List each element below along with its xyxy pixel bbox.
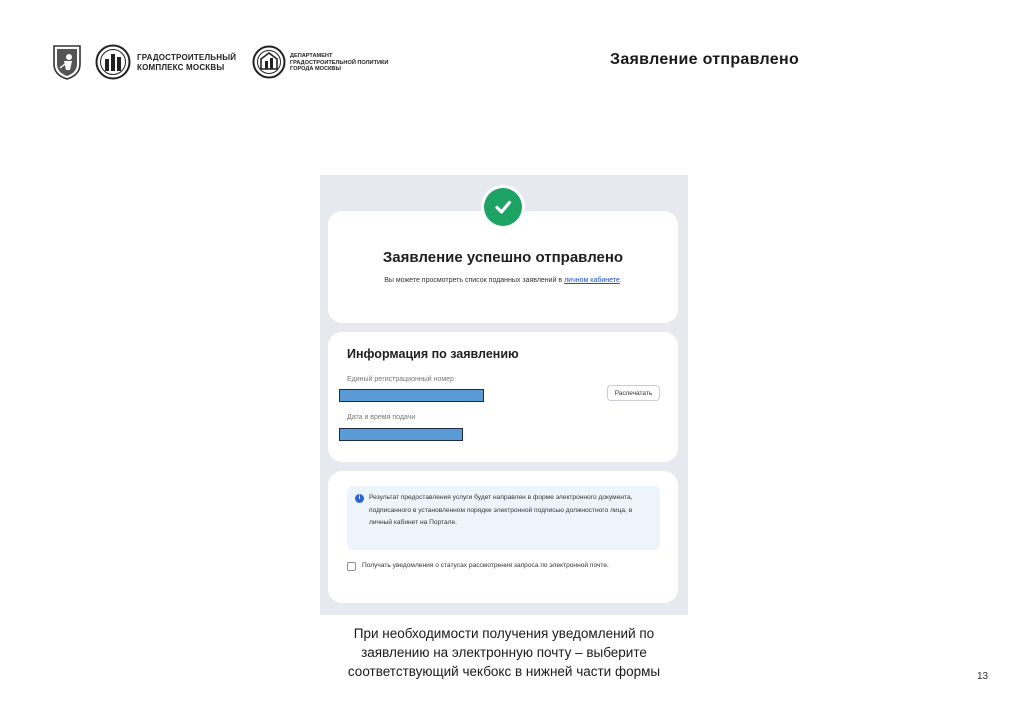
page-number: 13	[977, 671, 989, 682]
submission-date-value-redacted	[339, 428, 463, 441]
logo-dep-text: ДЕПАРТАМЕНТ ГРАДОСТРОИТЕЛЬНОЙ ПОЛИТИКИ ГОРОДА МОСКВЫ	[290, 53, 389, 73]
result-notice	[347, 486, 660, 550]
reg-number-label: Единый регистрационный номер	[347, 376, 454, 383]
notification-card	[328, 471, 678, 603]
success-title: Заявление успешно отправлено	[382, 249, 624, 266]
reg-number-value-redacted	[339, 389, 484, 402]
success-badge	[481, 185, 525, 229]
info-icon: i	[355, 494, 364, 503]
checkmark-icon	[492, 196, 514, 218]
email-notification-label[interactable]: Получать уведомления о статусах рассмотрения запроса по электронной почте.	[362, 562, 609, 569]
moscow-coat-of-arms-logo	[52, 44, 82, 80]
gradostroitelny-complex-logo	[95, 44, 131, 80]
info-title: Информация по заявлению	[347, 347, 519, 361]
department-logo	[252, 45, 286, 79]
logo-gk-text: ГРАДОСТРОИТЕЛЬНЫЙ КОМПЛЕКС МОСКВЫ	[137, 53, 237, 72]
email-notification-checkbox[interactable]	[347, 562, 356, 571]
application-info-card	[328, 332, 678, 462]
submission-date-label: Дата и время подачи	[347, 414, 416, 421]
slide-caption: При необходимости получения уведомлений по заявлению на электронную почту – выберите соответствующий чекбокс в нижней части формы	[347, 626, 661, 679]
slide-title: Заявление отправлено	[610, 51, 800, 68]
print-button[interactable]: Распечатать	[607, 385, 660, 401]
notice-text: Результат предоставления услуги будет направлен в форме электронного документа, подписанного в установленном порядке электронной подписью должностного лица, в личный кабинет на Портале.	[369, 494, 633, 526]
application-screenshot	[320, 175, 688, 615]
success-description: Вы можете просмотреть список поданных заявлений в личном кабинете.	[384, 277, 622, 284]
personal-cabinet-link[interactable]: личном кабинете	[564, 277, 620, 284]
